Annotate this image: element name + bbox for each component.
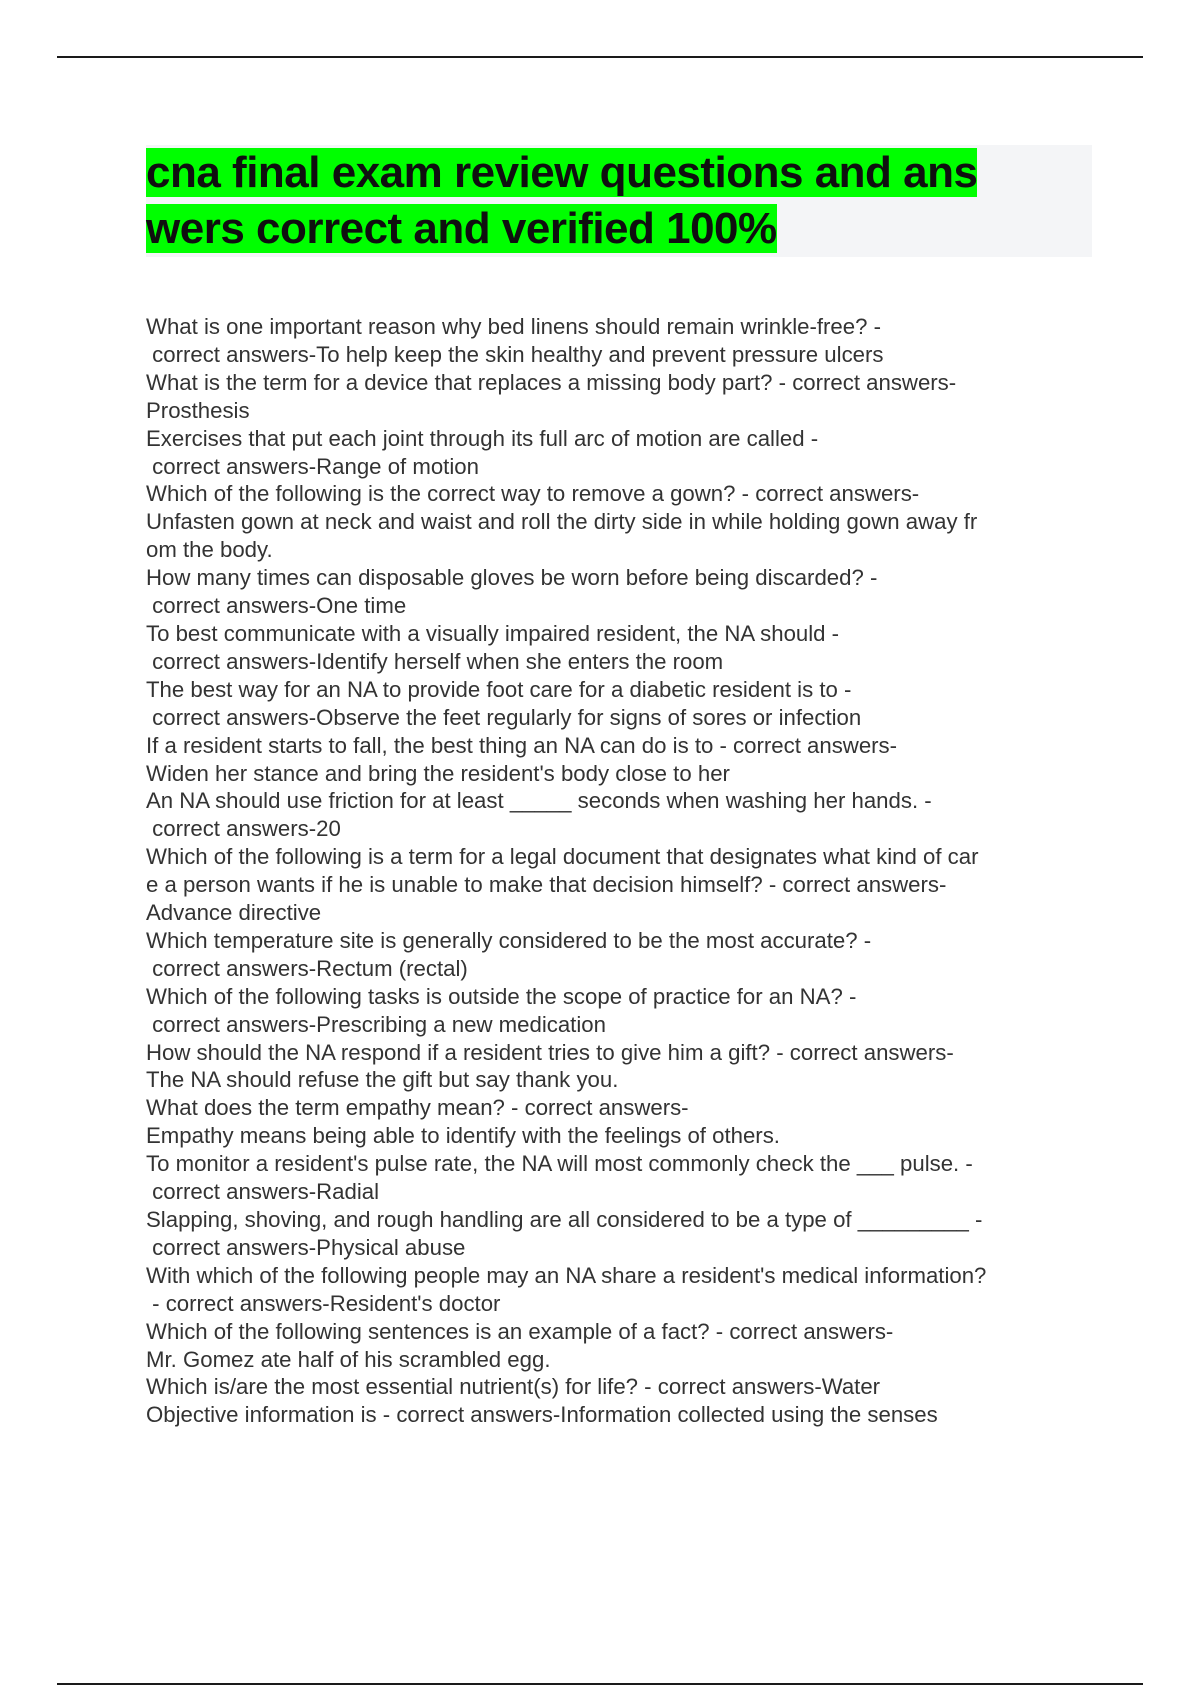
title-line-2: wers correct and verified 100%: [146, 204, 777, 253]
qa-line: If a resident starts to fall, the best thing an NA can do is to - correct answers-: [146, 732, 898, 758]
document-title: [146, 145, 1092, 257]
qa-entry: [146, 1373, 1086, 1401]
qa-line: The NA should refuse the gift but say thank you.: [146, 1067, 619, 1093]
qa-line: How many times can disposable gloves be worn before being discarded? -: [146, 565, 878, 591]
qa-line: Widen her stance and bring the resident's body close to her: [146, 760, 730, 786]
qa-line: The best way for an NA to provide foot care for a diabetic resident is to -: [146, 676, 852, 702]
qa-line: How should the NA respond if a resident tries to give him a gift? - correct answers-: [146, 1039, 954, 1065]
qa-line: What does the term empathy mean? - correct answers-: [146, 1095, 689, 1121]
qa-entry: [146, 480, 1086, 564]
qa-line: Which is/are the most essential nutrient(s) for life? - correct answers-Water: [146, 1374, 881, 1400]
bottom-rule: [57, 1683, 1143, 1685]
qa-line: correct answers-Prescribing a new medication: [146, 1011, 606, 1037]
qa-line: correct answers-Rectum (rectal): [146, 955, 468, 981]
qa-entry: [146, 425, 1086, 481]
qa-line: correct answers-One time: [146, 593, 407, 619]
qa-entry: [146, 1150, 1086, 1206]
qa-line: correct answers-Identify herself when she enters the room: [146, 648, 724, 674]
qa-line: Exercises that put each joint through its full arc of motion are called -: [146, 425, 819, 451]
qa-entry: [146, 732, 1086, 788]
qa-entry: [146, 927, 1086, 983]
qa-line: om the body.: [146, 537, 273, 563]
qa-entry: [146, 676, 1086, 732]
qa-entry: [146, 313, 1086, 369]
qa-line: correct answers-Physical abuse: [146, 1234, 466, 1260]
qa-line: correct answers-Observe the feet regularly for signs of sores or infection: [146, 704, 862, 730]
qa-line: Which temperature site is generally considered to be the most accurate? -: [146, 927, 872, 953]
qa-entry: [146, 1262, 1086, 1318]
qa-line: correct answers-Range of motion: [146, 453, 479, 479]
top-rule: [57, 56, 1143, 58]
qa-line: - correct answers-Resident's doctor: [146, 1290, 501, 1316]
qa-line: Advance directive: [146, 900, 322, 926]
qa-list: [146, 313, 1086, 1429]
qa-entry: [146, 983, 1086, 1039]
qa-line: Prosthesis: [146, 397, 250, 423]
qa-line: Mr. Gomez ate half of his scrambled egg.: [146, 1346, 551, 1372]
qa-line: correct answers-To help keep the skin healthy and prevent pressure ulcers: [146, 341, 884, 367]
qa-line: To monitor a resident's pulse rate, the NA will most commonly check the ___ pulse. -: [146, 1151, 973, 1177]
qa-line: Slapping, shoving, and rough handling are all considered to be a type of _________ -: [146, 1207, 983, 1232]
qa-line: Which of the following is the correct way to remove a gown? - correct answers-: [146, 481, 920, 507]
qa-line: Which of the following sentences is an example of a fact? - correct answers-: [146, 1318, 894, 1344]
title-line-1: cna final exam review questions and ans: [146, 148, 978, 197]
qa-line: Unfasten gown at neck and waist and roll the dirty side in while holding gown away fr: [146, 509, 978, 535]
qa-entry: [146, 1318, 1086, 1374]
qa-entry: [146, 1206, 1086, 1262]
qa-line: correct answers-20: [146, 816, 341, 842]
qa-line: An NA should use friction for at least _____ seconds when washing her hands. -: [146, 788, 932, 814]
qa-line: Objective information is - correct answers-Information collected using the senses: [146, 1402, 938, 1428]
qa-entry: [146, 564, 1086, 620]
qa-entry: [146, 1401, 1086, 1429]
qa-line: What is the term for a device that replaces a missing body part? - correct answers-: [146, 369, 957, 395]
qa-line: Which of the following tasks is outside the scope of practice for an NA? -: [146, 983, 857, 1009]
qa-entry: [146, 843, 1086, 927]
qa-line: Empathy means being able to identify with the feelings of others.: [146, 1123, 780, 1149]
qa-entry: [146, 1094, 1086, 1150]
qa-line: To best communicate with a visually impaired resident, the NA should -: [146, 620, 840, 646]
qa-entry: [146, 787, 1086, 843]
qa-entry: [146, 369, 1086, 425]
qa-entry: [146, 620, 1086, 676]
title-block: [146, 145, 1092, 257]
qa-line: Which of the following is a term for a legal document that designates what kind of car: [146, 844, 979, 870]
qa-line: correct answers-Radial: [146, 1179, 380, 1205]
qa-line: With which of the following people may an NA share a resident's medical information?: [146, 1262, 987, 1288]
qa-line: What is one important reason why bed linens should remain wrinkle-free? -: [146, 314, 882, 339]
qa-entry: [146, 1039, 1086, 1095]
qa-line: e a person wants if he is unable to make that decision himself? - correct answers-: [146, 872, 947, 898]
